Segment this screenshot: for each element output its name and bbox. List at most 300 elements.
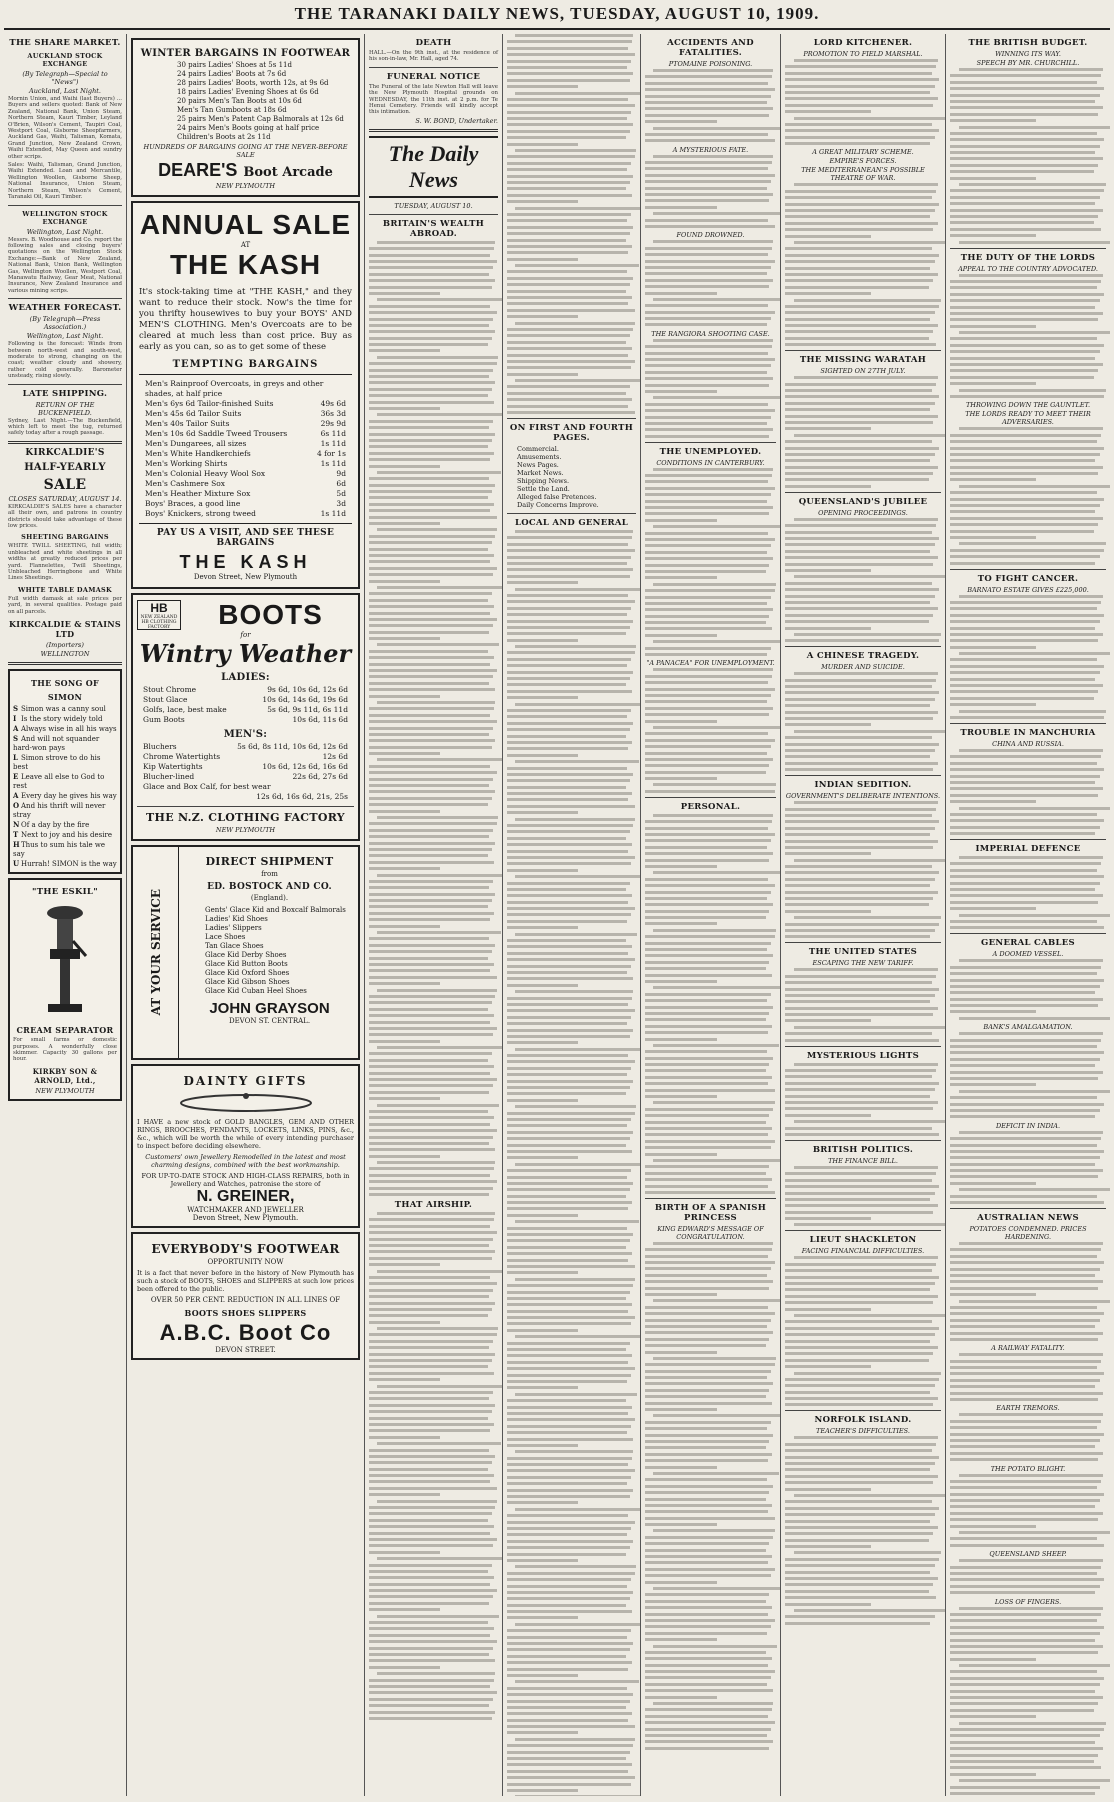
text-line (645, 1191, 775, 1194)
australia-text4 (950, 1474, 1106, 1547)
text-line (950, 614, 1104, 617)
text-line (950, 979, 1104, 982)
text-line (950, 1248, 1101, 1251)
text-line (950, 491, 1097, 494)
text-line (950, 1632, 1100, 1635)
song-initial: S (13, 704, 19, 714)
text-line (369, 880, 493, 883)
us-heading: THE UNITED STATES (808, 947, 918, 958)
text-line (950, 1293, 1036, 1296)
text-line (785, 1532, 933, 1535)
text-line (369, 1078, 497, 1081)
text-line (369, 1282, 497, 1285)
text-line (645, 1664, 768, 1667)
col4-top-article (507, 34, 636, 414)
text-line (645, 1025, 772, 1028)
masthead (4, 0, 1110, 30)
text-line (785, 228, 933, 231)
kash-item (139, 379, 352, 399)
text-line (645, 107, 773, 110)
text-line (369, 912, 494, 915)
text-line (950, 1319, 1100, 1322)
text-line (645, 707, 773, 710)
text-line (369, 1519, 488, 1522)
text-line (369, 1602, 489, 1605)
text-line (645, 82, 768, 85)
text-line (645, 557, 773, 560)
text-line (959, 1090, 1110, 1093)
text-line (645, 1747, 769, 1750)
masthead-title: THE TARANAKI DAILY NEWS, TUESDAY, AUGUST 10, 1909. (294, 4, 820, 23)
text-line (785, 190, 936, 193)
text-line (515, 1680, 639, 1683)
text-line (959, 1353, 1103, 1356)
text-line (950, 1280, 1103, 1283)
text-line (507, 1636, 627, 1639)
text-line (507, 1770, 628, 1773)
text-line (369, 669, 497, 672)
text-line (507, 543, 628, 546)
text-line (785, 222, 938, 225)
waratah-text (785, 376, 941, 488)
text-line (645, 1510, 768, 1513)
text-line (959, 595, 1103, 598)
budget-text (950, 68, 1106, 244)
text-line (794, 1314, 945, 1317)
text-line (507, 162, 631, 165)
text-line (959, 1531, 1110, 1534)
kash-intro: It's stock-taking time at "THE KASH," and they want to reduce their stock. Now's the time for you thrifty housewives to buy your BOYS' AND MEN'S CLOTHING. Men's Overcoats are to be cleared at much less than cost price. Buy as early as you can, so as to get some of these (139, 287, 352, 352)
text-line (950, 344, 1104, 347)
text-line (645, 512, 769, 515)
text-line (507, 658, 631, 661)
text-line (785, 1583, 933, 1586)
text-line (645, 1261, 775, 1264)
text-line (950, 1760, 1094, 1763)
abc-heading: EVERYBODY'S FOOTWEAR (151, 1242, 340, 1256)
text-line (507, 1706, 626, 1709)
kash-item (139, 419, 352, 429)
text-line (507, 1687, 627, 1690)
text-line (653, 525, 780, 528)
text-line (645, 1600, 766, 1603)
text-line (950, 1670, 1097, 1673)
text-line (950, 74, 1101, 77)
index-item: Daily Concerns Improve. (517, 501, 599, 510)
text-line (950, 1439, 1100, 1442)
text-line (507, 1367, 635, 1370)
grayson-from: from (261, 870, 278, 878)
text-line (950, 926, 1104, 929)
australia-sub2: A RAILWAY FATALITY. (991, 1344, 1065, 1353)
song-line (13, 820, 117, 830)
text-line (369, 1391, 493, 1394)
text-line (959, 427, 1103, 430)
greiner-body: I HAVE a new stock of GOLD BANGLES, GEM AND OTHER RINGS, BROOCHES, PENDANTS, LOCKETS, LINKS, PINS, &c., &c., which will be worth the while of every intending purchaser to inspect before deciding elsewhere. (137, 1118, 354, 1150)
text-line (785, 343, 936, 346)
text-line (645, 1434, 773, 1437)
text-line (785, 762, 938, 765)
text-line (369, 1474, 494, 1477)
text-line (377, 298, 502, 301)
text-line (950, 94, 1100, 97)
text-line (950, 498, 1104, 501)
text-line (645, 538, 775, 541)
text-line (645, 1561, 768, 1564)
text-line (507, 117, 627, 120)
text-line (369, 254, 490, 257)
text-line (507, 690, 632, 693)
text-line (785, 1558, 939, 1561)
sheeting-text: WHITE TWILL SHEETING, full width; unbleached and white sheetings in all widths at greatly reduced prices per yard. Flannelettes, Twill Sheetings, Unbleached Herringbone and White Lines Sheetings. (8, 543, 122, 582)
text-line (785, 1217, 871, 1220)
text-line (507, 1463, 628, 1466)
weather-text: Following is the forecast: Winds from between north-west and south-west, moderate to strong, changing on the coast; weather cloudy and showery, rather cold generally. Barometer unsteady, rising slowly. (8, 341, 122, 380)
accidents-sub4: THE RANGIORA SHOOTING CASE. (651, 329, 770, 338)
text-line (653, 1529, 775, 1532)
text-line (507, 664, 627, 667)
text-line (785, 1301, 933, 1304)
text-line (645, 1574, 771, 1577)
text-line (507, 965, 631, 968)
text-line (785, 595, 935, 598)
text-line (785, 691, 939, 694)
text-line (507, 798, 628, 801)
text-line (507, 1322, 631, 1325)
text-line (369, 1225, 490, 1228)
text-line (369, 695, 440, 698)
text-line (369, 548, 488, 551)
text-line (507, 1348, 626, 1351)
lights-heading: MYSTERIOUS LIGHTS (806, 1050, 920, 1061)
text-line (645, 1504, 772, 1507)
kash-items (139, 374, 352, 524)
column-budget (945, 34, 1110, 1796)
text-line (369, 1512, 492, 1515)
text-line (507, 130, 630, 133)
text-line (785, 478, 929, 481)
text-line (507, 958, 635, 961)
text-line (507, 869, 578, 872)
text-line (645, 345, 772, 348)
text-line (645, 1121, 766, 1124)
text-line (785, 1449, 932, 1452)
text-line (507, 1553, 626, 1556)
text-line (785, 402, 935, 405)
cables-text2 (950, 1032, 1106, 1118)
text-line (507, 123, 633, 126)
text-line (507, 613, 627, 616)
text-line (645, 1453, 772, 1456)
text-line (645, 311, 775, 314)
text-line (950, 1512, 1103, 1515)
text-line (507, 1731, 578, 1734)
text-line (507, 1719, 628, 1722)
text-line (785, 524, 936, 527)
text-line (950, 1709, 1094, 1712)
text-line (950, 1163, 1095, 1166)
mens-item-price: 12s 6d, 16s 6d, 21s, 25s (256, 792, 348, 801)
text-line (645, 764, 769, 767)
text-line (785, 550, 930, 553)
text-line (645, 428, 773, 431)
text-line (369, 1021, 490, 1024)
text-line (950, 888, 1095, 891)
text-line (645, 1012, 769, 1015)
text-line (369, 1238, 493, 1241)
text-line (645, 596, 771, 599)
text-line (369, 925, 440, 928)
text-line (507, 907, 635, 910)
text-line (369, 599, 488, 602)
text-line (653, 396, 780, 399)
text-line (507, 1668, 628, 1671)
text-line (507, 1572, 635, 1575)
text-line (785, 215, 930, 218)
text-line (507, 111, 631, 114)
text-line (369, 324, 489, 327)
text-line (950, 1083, 1036, 1086)
auckland-heading: AUCKLAND STOCK EXCHANGE (27, 52, 103, 68)
text-line (369, 714, 490, 717)
text-line (950, 221, 1094, 224)
kash-item-label: Men's 40s Tailor Suits (145, 419, 230, 428)
queensland-sub: OPENING PROCEEDINGS. (818, 508, 908, 517)
text-line (785, 607, 938, 610)
text-line (645, 1140, 775, 1143)
text-line (645, 1172, 766, 1175)
text-line (950, 1458, 1098, 1461)
text-line (377, 1557, 502, 1560)
text-line (950, 453, 1100, 456)
text-line (645, 101, 767, 104)
text-line (369, 458, 490, 461)
text-line (785, 1456, 939, 1459)
text-line (507, 997, 632, 1000)
song-initial: U (13, 859, 20, 869)
text-line (950, 1525, 1036, 1528)
paper-date: TUESDAY, AUGUST 10. (394, 201, 473, 210)
text-line (507, 1354, 632, 1357)
text-line (785, 1365, 871, 1368)
text-line (507, 155, 635, 158)
text-line (369, 650, 488, 653)
deare-place: NEW PLYMOUTH (215, 182, 276, 190)
text-line (785, 260, 935, 263)
text-line (645, 435, 769, 438)
text-line (950, 1433, 1104, 1436)
australia-text3 (950, 1413, 1106, 1461)
kash-item (139, 479, 352, 489)
text-line (645, 1657, 772, 1660)
text-line (369, 1231, 497, 1234)
china-sub: MURDER AND SUICIDE. (821, 663, 905, 672)
text-line (785, 891, 938, 894)
text-line (645, 1050, 767, 1053)
deare-item: Children's Boots at 2s 11d (177, 133, 271, 141)
text-line (785, 1039, 939, 1042)
text-line (369, 618, 497, 621)
text-line (785, 923, 939, 926)
text-line (377, 1212, 496, 1215)
text-line (950, 646, 1036, 649)
text-line (950, 1696, 1103, 1699)
australia-sub5: QUEENSLAND SHEEP. (989, 1550, 1067, 1559)
text-line (507, 1252, 632, 1255)
accidents-sub2: A MYSTERIOUS FATE. (672, 145, 749, 154)
text-line (507, 1495, 630, 1498)
grayson-item: Ladies' Kid Shoes (205, 915, 268, 923)
text-line (785, 1462, 935, 1465)
column-advertisements (126, 34, 364, 1796)
text-line (369, 305, 490, 308)
text-line (950, 1077, 1098, 1080)
text-line (507, 1016, 631, 1019)
text-line (515, 379, 640, 382)
text-line (507, 1425, 631, 1428)
text-line (507, 1540, 633, 1543)
death-heading: DEATH (415, 38, 452, 48)
text-line (369, 637, 440, 640)
hb-brand: NEW ZEALAND HB CLOTHING FACTORY (140, 614, 178, 630)
kirkcaldie-firm: KIRKCALDIE & STAINS LTD (9, 619, 121, 640)
ladies-item-label: Stout Chrome (143, 685, 197, 694)
text-line (785, 459, 930, 462)
text-line (369, 1429, 490, 1432)
text-line (653, 1044, 779, 1047)
text-line (507, 594, 628, 597)
text-line (507, 245, 632, 248)
text-line (369, 982, 440, 985)
text-line (369, 631, 489, 634)
india-heading: INDIAN SEDITION. (814, 780, 912, 791)
text-line (507, 1444, 578, 1447)
kash-item-label: Boys' Knickers, strong tweed (145, 509, 256, 518)
text-line (507, 1578, 631, 1581)
text-line (507, 926, 578, 929)
song-title: THE SONG OF (30, 678, 100, 689)
text-line (369, 1040, 440, 1043)
text-line (369, 1378, 440, 1381)
kash-item (139, 499, 352, 509)
text-line (653, 1101, 775, 1104)
text-line (645, 1108, 773, 1111)
text-line (785, 1007, 938, 1010)
column-share-market (4, 34, 126, 1796)
text-line (645, 615, 769, 618)
text-line (645, 1498, 766, 1501)
text-line (950, 325, 1036, 328)
mens-item-label: Chrome Watertights (143, 752, 221, 761)
abc-place: DEVON STREET. (215, 1346, 276, 1354)
text-line (950, 1175, 1098, 1178)
song-line-text: Next to joy and his desire (21, 831, 112, 840)
text-line (959, 183, 1106, 186)
text-line (645, 884, 775, 887)
text-line (507, 1757, 626, 1760)
text-line (950, 562, 1095, 565)
abc-lines: BOOTS SHOES SLIPPERS (184, 1308, 307, 1318)
text-line (950, 639, 1098, 642)
text-line (507, 1297, 626, 1300)
text-line (369, 1691, 497, 1694)
abc-name: A.B.C. Boot Co (159, 1320, 332, 1345)
text-line (507, 98, 628, 101)
index-item: Alleged false Pretences. (517, 493, 597, 502)
text-line (794, 859, 945, 862)
boots-place: NEW PLYMOUTH (215, 826, 276, 834)
text-line (645, 1517, 775, 1520)
text-line (794, 1372, 941, 1375)
text-line (645, 1466, 717, 1469)
text-line (950, 1658, 1036, 1661)
text-line (959, 914, 1110, 917)
text-line (645, 967, 766, 970)
text-line (950, 523, 1098, 526)
kash-item (139, 449, 352, 459)
text-line (507, 239, 626, 242)
text-line (369, 1532, 490, 1535)
text-line (785, 1013, 933, 1016)
text-line (950, 1169, 1103, 1172)
text-line (369, 848, 492, 851)
text-line (369, 1052, 492, 1055)
text-line (785, 330, 933, 333)
text-line (950, 781, 1095, 784)
norfolk-heading: NORFOLK ISLAND. (814, 1415, 912, 1426)
text-line (369, 656, 494, 659)
text-line (515, 703, 640, 706)
text-line (369, 1487, 497, 1490)
text-line (369, 292, 440, 295)
text-line (369, 1551, 440, 1554)
text-line (507, 398, 632, 401)
budget-sub: WINNING ITS WAY. (995, 50, 1061, 58)
text-line (507, 1118, 631, 1121)
text-line (369, 1583, 490, 1586)
text-line (959, 652, 1110, 655)
text-line (950, 1445, 1095, 1448)
text-line (369, 1525, 494, 1528)
text-line (515, 149, 636, 152)
column-accidents (640, 34, 780, 1796)
text-line (645, 1153, 717, 1156)
text-line (369, 1059, 488, 1062)
text-line (645, 88, 775, 91)
text-line (785, 871, 939, 874)
text-line (785, 768, 933, 771)
text-line (950, 1385, 1095, 1388)
grayson-items (185, 906, 354, 996)
text-line (645, 621, 766, 624)
text-line (785, 91, 930, 94)
text-line (785, 203, 939, 206)
text-line (645, 974, 772, 977)
manchuria-text (950, 749, 1106, 835)
greiner-heading: DAINTY GIFTS (183, 1074, 308, 1088)
text-line (369, 592, 492, 595)
grayson-ad (131, 845, 360, 1060)
accidents-text3 (645, 240, 776, 326)
text-line (950, 306, 1095, 309)
column-cables (780, 34, 945, 1796)
text-line (645, 1031, 768, 1034)
text-line (369, 349, 440, 352)
text-line (507, 620, 633, 623)
song-line-text: Is the story widely told (21, 715, 103, 724)
text-line (369, 1704, 489, 1707)
text-line (785, 1308, 871, 1311)
